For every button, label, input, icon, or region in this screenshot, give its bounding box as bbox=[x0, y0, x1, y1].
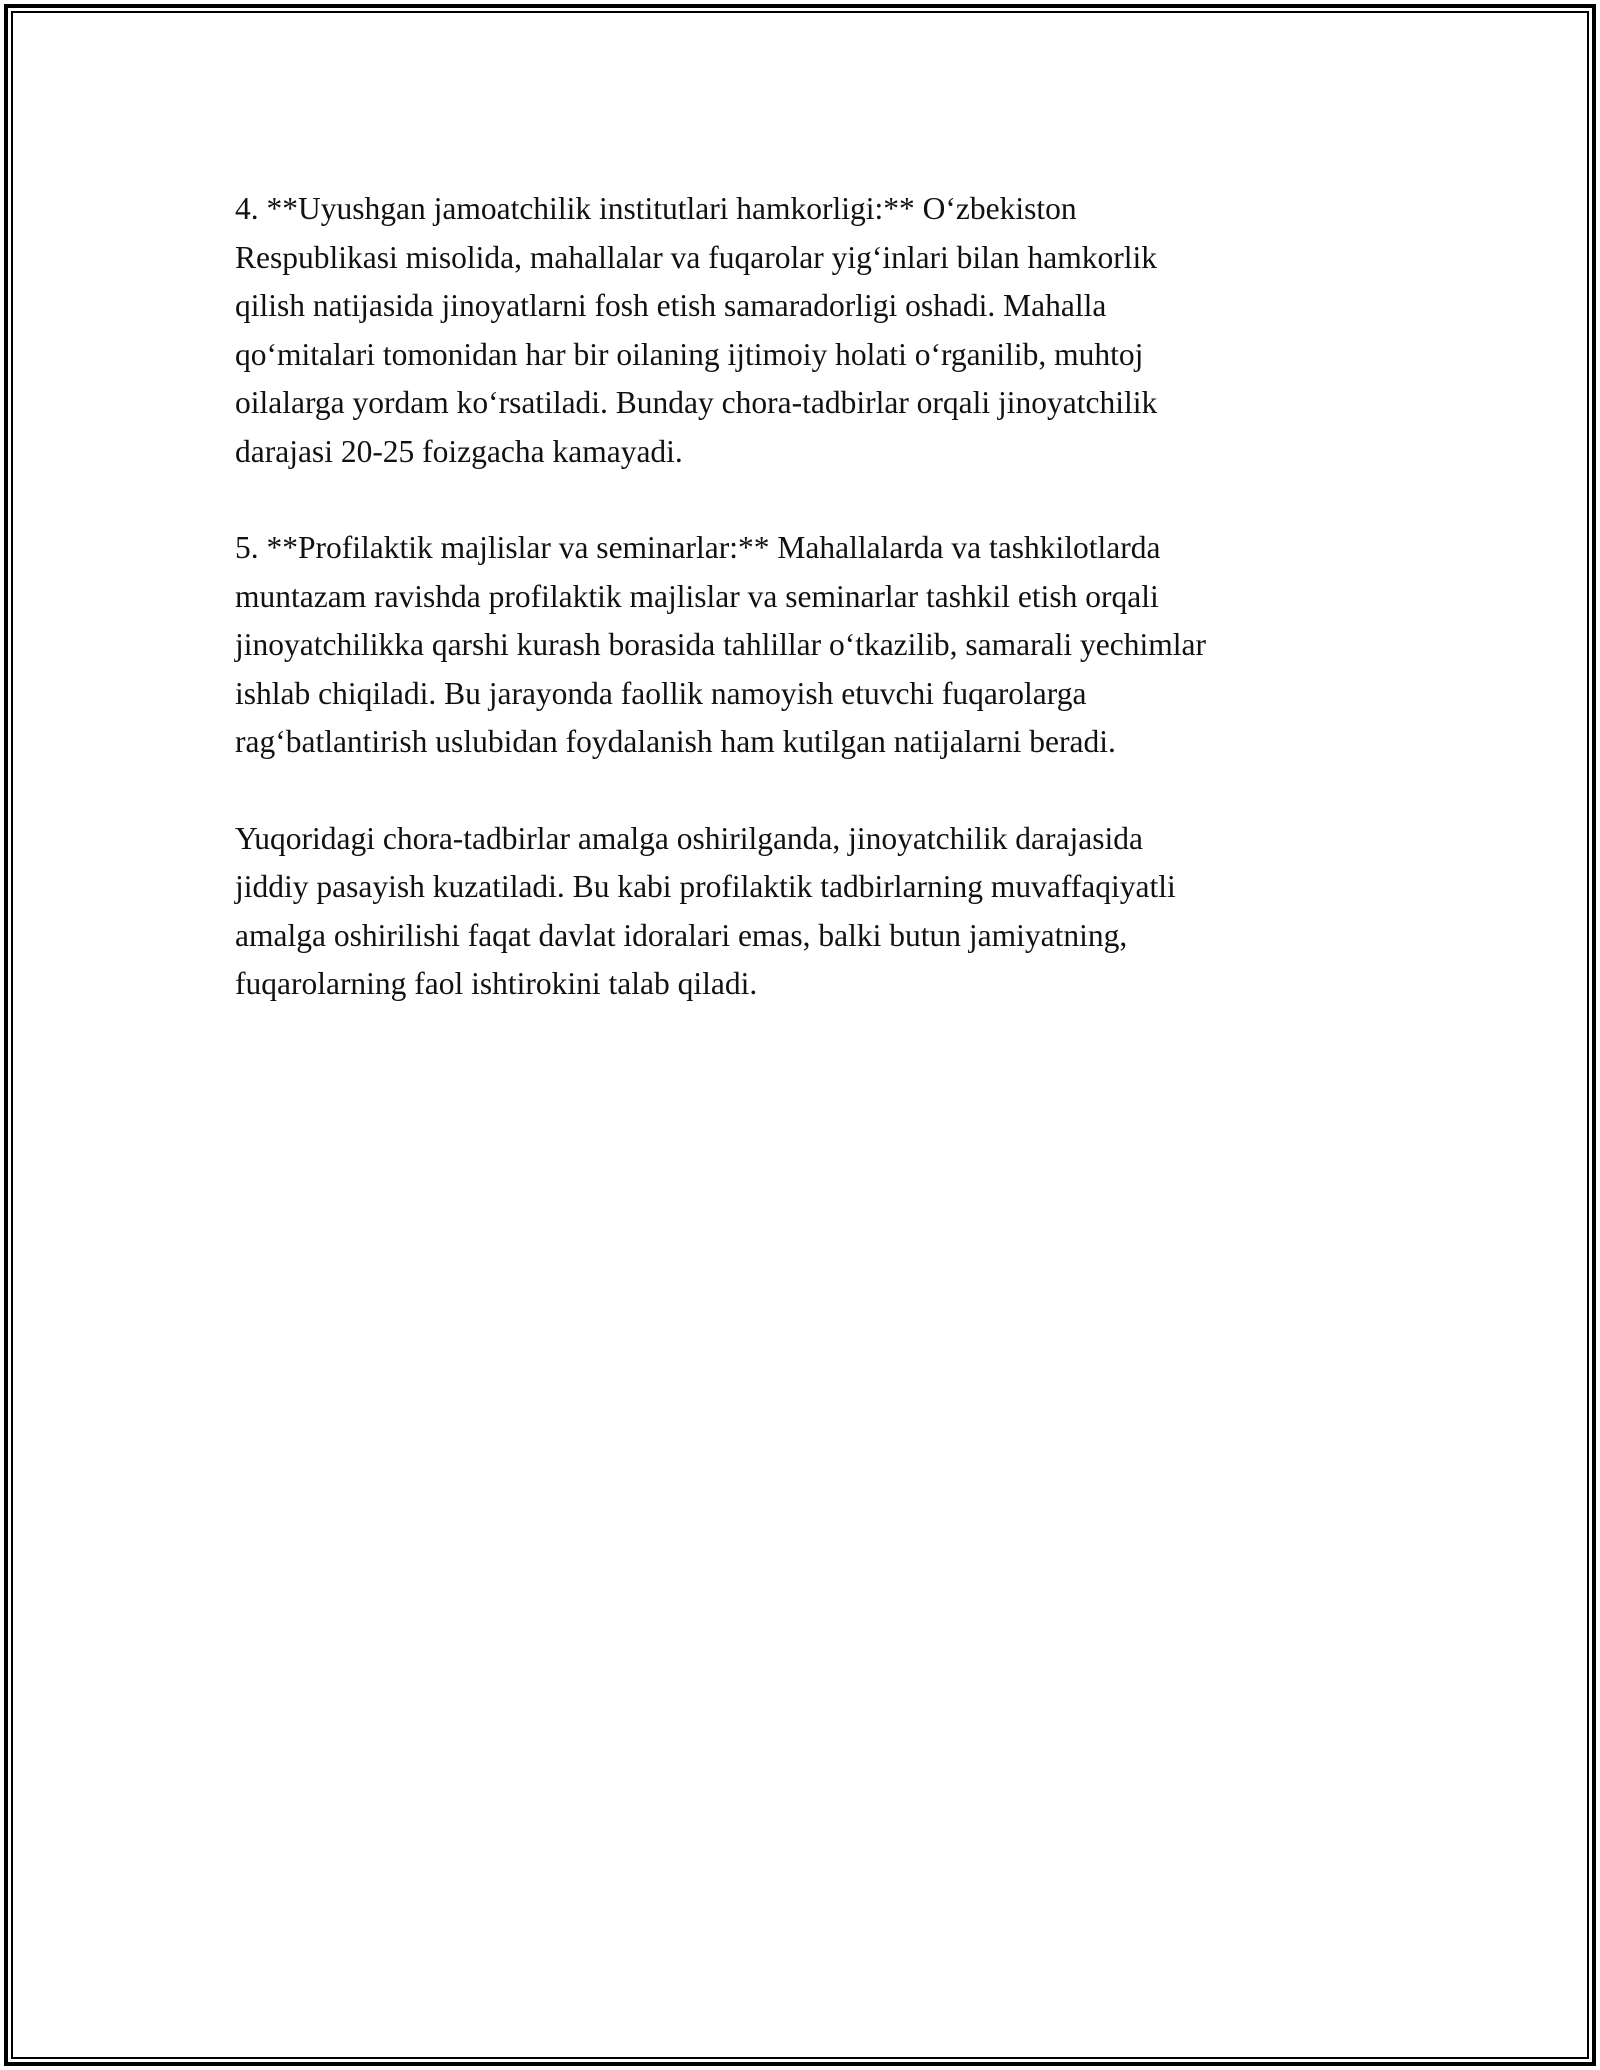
text-line: Yuqoridagi chora-tadbirlar amalga oshirilganda, jinoyatchilik darajasida bbox=[235, 820, 1143, 856]
text-line: Respublikasi misolida, mahallalar va fuqarolar yig‘inlari bilan hamkorlik bbox=[235, 239, 1158, 275]
text-line: darajasi 20-25 foizgacha kamayadi. bbox=[235, 433, 683, 469]
text-line: jinoyatchilikka qarshi kurash borasida tahlillar o‘tkazilib, samarali yechimlar bbox=[235, 627, 1206, 662]
paragraph-item-5 bbox=[235, 524, 1375, 767]
text-line: 5. **Profilaktik majlislar va seminarlar:** Mahallalarda va tashkilotlarda bbox=[235, 530, 1161, 565]
text-line: fuqarolarning faol ishtirokini talab qiladi. bbox=[235, 966, 758, 1001]
text-line: jiddiy pasayish kuzatiladi. Bu kabi profilaktik tadbirlarning muvaffaqiyatli bbox=[235, 869, 1176, 904]
text-line: ishlab chiqiladi. Bu jarayonda faollik namoyish etuvchi fuqarolarga bbox=[235, 675, 1087, 711]
text-line: qilish natijasida jinoyatlarni fosh etish samaradorligi oshadi. Mahalla bbox=[235, 288, 1107, 323]
text-line: muntazam ravishda profilaktik majlislar va seminarlar tashkil etish orqali bbox=[235, 578, 1159, 614]
text-line: rag‘batlantirish uslubidan foydalanish ham kutilgan natijalarni beradi. bbox=[235, 724, 1116, 759]
text-line: 4. **Uyushgan jamoatchilik institutlari hamkorligi:** O‘zbekiston bbox=[235, 191, 1077, 226]
text-line: qo‘mitalari tomonidan har bir oilaning ijtimoiy holati o‘rganilib, muhtoj bbox=[235, 336, 1144, 372]
text-line: amalga oshirilishi faqat davlat idoralari emas, balki butun jamiyatning, bbox=[235, 917, 1128, 953]
paragraph-item-4 bbox=[235, 185, 1375, 476]
text-line: oilalarga yordam ko‘rsatiladi. Bunday chora-tadbirlar orqali jinoyatchilik bbox=[235, 385, 1158, 420]
document-body bbox=[235, 185, 1375, 1057]
paragraph-conclusion bbox=[235, 815, 1375, 1009]
